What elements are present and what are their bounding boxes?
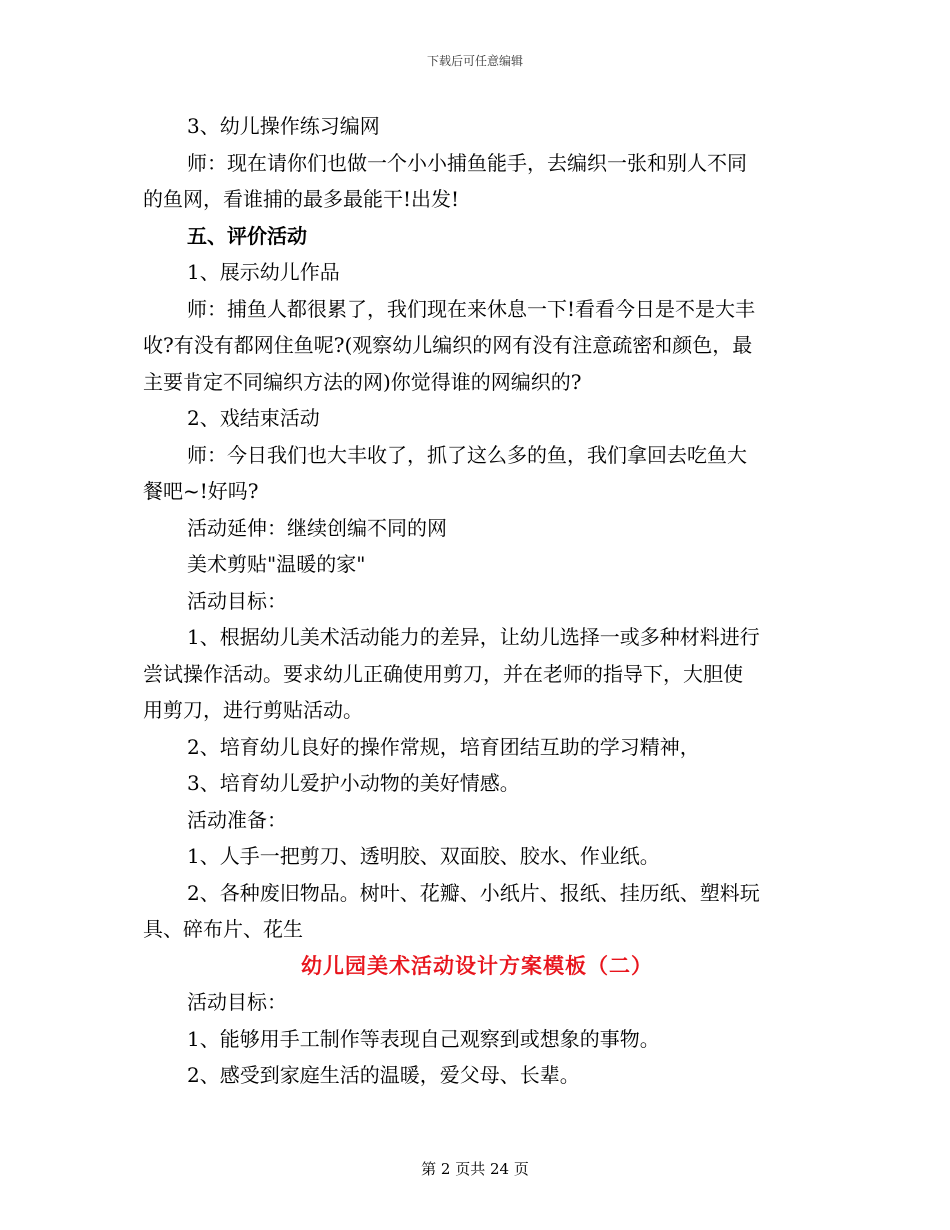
paragraph-line: 3、培育幼儿爱护小动物的美好情感。 (187, 771, 520, 795)
paragraph-line: 收?有没有都网住鱼呢?(观察幼儿编织的网有没有注意疏密和颜色，最 (143, 333, 753, 357)
paragraph-line: 活动目标： (187, 588, 287, 613)
paragraph-line: 1、能够用手工制作等表现自己观察到或想象的事物。 (187, 1026, 660, 1051)
paragraph-line: 活动准备： (187, 807, 287, 832)
page-header: 下载后可任意编辑 (426, 54, 523, 68)
paragraph-line: 尝试操作活动。要求幼儿正确使用剪刀，并在老师的指导下，大胆使 (143, 661, 743, 686)
paragraph-line: 2、各种废旧物品。树叶、花瓣、小纸片、报纸、挂历纸、塑料玩 (187, 880, 760, 905)
paragraph-line: 3、幼儿操作练习编网 (187, 114, 380, 138)
paragraph-line: 1、人手一把剪刀、透明胶、双面胶、胶水、作业纸。 (187, 844, 660, 868)
paragraph-line: 活动目标： (187, 990, 287, 1014)
paragraph-line: 2、感受到家庭生活的温暖，爱父母、长辈。 (187, 1063, 580, 1087)
paragraph-line: 师：今日我们也大丰收了，抓了这么多的鱼，我们拿回去吃鱼大 (187, 442, 747, 467)
section-heading: 五、评价活动 (187, 223, 307, 248)
paragraph-line: 具、碎布片、花生 (143, 917, 303, 941)
page-footer: 第 2 页共 24 页 (421, 1160, 529, 1178)
paragraph-line: 师：现在请你们也做一个小小捕鱼能手，去编织一张和别人不同 (187, 150, 747, 175)
document-body (143, 108, 811, 1094)
paragraph-line: 用剪刀，进行剪贴活动。 (143, 698, 363, 722)
paragraph-line: 1、根据幼儿美术活动能力的差异，让幼儿选择一或多种材料进行 (187, 625, 760, 649)
paragraph-line: 2、培育幼儿良好的操作常规，培育团结互助的学习精神， (187, 734, 700, 759)
document-title: 幼儿园美术活动设计方案模板（二） (301, 952, 653, 978)
paragraph-line: 师：捕鱼人都很累了，我们现在来休息一下!看看今日是不是大丰 (187, 296, 756, 321)
paragraph-line: 2、戏结束活动 (187, 406, 320, 430)
paragraph-line: 主要肯定不同编织方法的网)你觉得谁的网编织的? (143, 369, 582, 394)
paragraph-line: 美术剪贴"温暖的家" (187, 552, 366, 576)
paragraph-line: 餐吧~!好吗? (143, 479, 259, 503)
paragraph-line: 活动延伸：继续创编不同的网 (187, 515, 447, 540)
paragraph-line: 1、展示幼儿作品 (187, 260, 340, 284)
paragraph-line: 的鱼网，看谁捕的最多最能干!出发! (143, 187, 460, 211)
